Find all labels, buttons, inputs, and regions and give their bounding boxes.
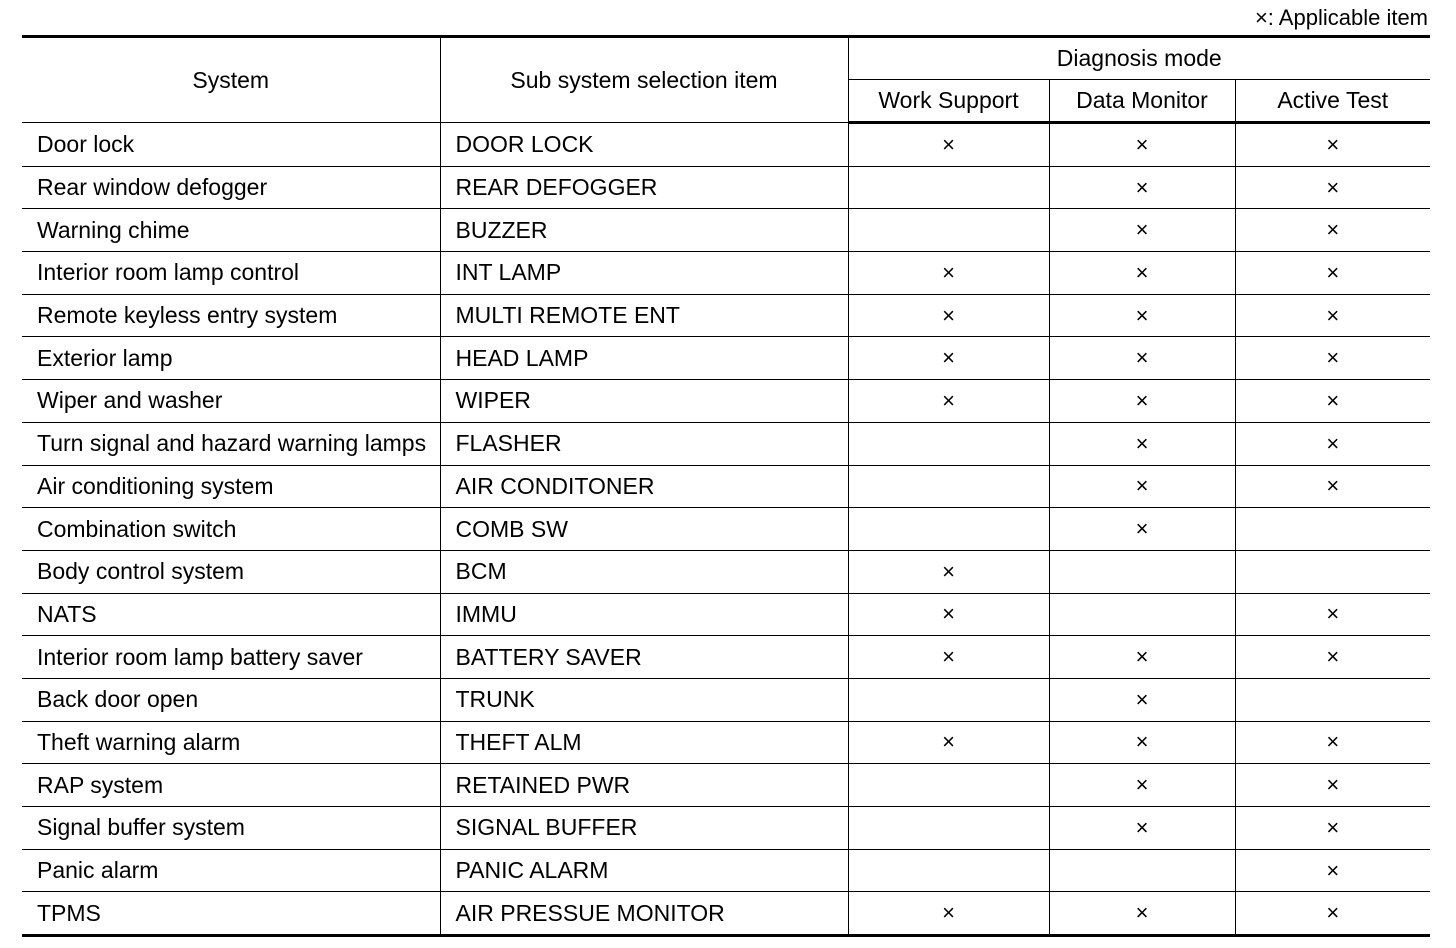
sub-system-cell: BCM bbox=[440, 550, 848, 593]
active-test-cell: × bbox=[1235, 337, 1430, 380]
table-row bbox=[22, 123, 1430, 167]
sub-system-cell: AIR PRESSUE MONITOR bbox=[440, 892, 848, 936]
active-test-cell: × bbox=[1235, 593, 1430, 636]
active-test-cell bbox=[1235, 508, 1430, 551]
data-monitor-cell: × bbox=[1049, 764, 1235, 807]
table-header bbox=[22, 37, 1430, 123]
sub-system-cell: COMB SW bbox=[440, 508, 848, 551]
work-support-cell bbox=[848, 465, 1049, 508]
table-row bbox=[22, 550, 1430, 593]
system-cell: TPMS bbox=[22, 892, 440, 936]
table-row bbox=[22, 508, 1430, 551]
table-row bbox=[22, 807, 1430, 850]
table-row bbox=[22, 593, 1430, 636]
system-cell: Wiper and washer bbox=[22, 380, 440, 423]
active-test-cell: × bbox=[1235, 252, 1430, 295]
active-test-cell: × bbox=[1235, 636, 1430, 679]
work-support-cell: × bbox=[848, 636, 1049, 679]
data-monitor-cell: × bbox=[1049, 380, 1235, 423]
work-support-cell: × bbox=[848, 252, 1049, 295]
data-monitor-cell: × bbox=[1049, 721, 1235, 764]
sub-system-cell: RETAINED PWR bbox=[440, 764, 848, 807]
work-support-cell: × bbox=[848, 593, 1049, 636]
system-cell: Signal buffer system bbox=[22, 807, 440, 850]
header-active-test: Active Test bbox=[1235, 80, 1430, 123]
table-body bbox=[22, 123, 1430, 936]
active-test-cell: × bbox=[1235, 892, 1430, 936]
header-data-monitor: Data Monitor bbox=[1049, 80, 1235, 123]
data-monitor-cell bbox=[1049, 849, 1235, 892]
work-support-cell bbox=[848, 422, 1049, 465]
active-test-cell bbox=[1235, 550, 1430, 593]
work-support-cell: × bbox=[848, 721, 1049, 764]
data-monitor-cell bbox=[1049, 550, 1235, 593]
sub-system-cell: REAR DEFOGGER bbox=[440, 166, 848, 209]
sub-system-cell: INT LAMP bbox=[440, 252, 848, 295]
header-sub-system: Sub system selection item bbox=[440, 37, 848, 123]
data-monitor-cell: × bbox=[1049, 252, 1235, 295]
data-monitor-cell: × bbox=[1049, 166, 1235, 209]
data-monitor-cell: × bbox=[1049, 294, 1235, 337]
sub-system-cell: TRUNK bbox=[440, 678, 848, 721]
active-test-cell: × bbox=[1235, 123, 1430, 167]
system-cell: Door lock bbox=[22, 123, 440, 167]
work-support-cell bbox=[848, 678, 1049, 721]
system-cell: Theft warning alarm bbox=[22, 721, 440, 764]
active-test-cell: × bbox=[1235, 807, 1430, 850]
table-row bbox=[22, 764, 1430, 807]
table-row bbox=[22, 380, 1430, 423]
table-row bbox=[22, 678, 1430, 721]
table-row bbox=[22, 849, 1430, 892]
system-cell: Exterior lamp bbox=[22, 337, 440, 380]
system-cell: Interior room lamp battery saver bbox=[22, 636, 440, 679]
header-diagnosis-mode: Diagnosis mode bbox=[848, 37, 1430, 80]
data-monitor-cell: × bbox=[1049, 123, 1235, 167]
work-support-cell: × bbox=[848, 337, 1049, 380]
table-row bbox=[22, 422, 1430, 465]
active-test-cell: × bbox=[1235, 721, 1430, 764]
table-row bbox=[22, 294, 1430, 337]
data-monitor-cell: × bbox=[1049, 465, 1235, 508]
sub-system-cell: BUZZER bbox=[440, 209, 848, 252]
table-row bbox=[22, 892, 1430, 936]
active-test-cell: × bbox=[1235, 294, 1430, 337]
system-cell: Interior room lamp control bbox=[22, 252, 440, 295]
table-row bbox=[22, 636, 1430, 679]
active-test-cell: × bbox=[1235, 465, 1430, 508]
work-support-cell: × bbox=[848, 892, 1049, 936]
header-row bbox=[22, 37, 1430, 80]
header-system: System bbox=[22, 37, 440, 123]
table-row bbox=[22, 209, 1430, 252]
work-support-cell: × bbox=[848, 294, 1049, 337]
data-monitor-cell: × bbox=[1049, 337, 1235, 380]
sub-system-cell: AIR CONDITONER bbox=[440, 465, 848, 508]
work-support-cell: × bbox=[848, 123, 1049, 167]
active-test-cell: × bbox=[1235, 166, 1430, 209]
work-support-cell bbox=[848, 166, 1049, 209]
system-cell: Rear window defogger bbox=[22, 166, 440, 209]
sub-system-cell: IMMU bbox=[440, 593, 848, 636]
data-monitor-cell: × bbox=[1049, 807, 1235, 850]
sub-system-cell: DOOR LOCK bbox=[440, 123, 848, 167]
work-support-cell bbox=[848, 849, 1049, 892]
applicable-item-legend: ×: Applicable item bbox=[1254, 5, 1428, 30]
work-support-cell bbox=[848, 209, 1049, 252]
system-cell: Body control system bbox=[22, 550, 440, 593]
table-row bbox=[22, 337, 1430, 380]
active-test-cell: × bbox=[1235, 849, 1430, 892]
data-monitor-cell: × bbox=[1049, 508, 1235, 551]
sub-system-cell: FLASHER bbox=[440, 422, 848, 465]
sub-system-cell: HEAD LAMP bbox=[440, 337, 848, 380]
system-cell: Remote keyless entry system bbox=[22, 294, 440, 337]
system-cell: Turn signal and hazard warning lamps bbox=[22, 422, 440, 465]
data-monitor-cell bbox=[1049, 593, 1235, 636]
active-test-cell: × bbox=[1235, 422, 1430, 465]
data-monitor-cell: × bbox=[1049, 892, 1235, 936]
work-support-cell bbox=[848, 508, 1049, 551]
system-cell: Combination switch bbox=[22, 508, 440, 551]
system-cell: NATS bbox=[22, 593, 440, 636]
work-support-cell bbox=[848, 807, 1049, 850]
header-work-support: Work Support bbox=[848, 80, 1049, 123]
sub-system-cell: WIPER bbox=[440, 380, 848, 423]
data-monitor-cell: × bbox=[1049, 636, 1235, 679]
sub-system-cell: MULTI REMOTE ENT bbox=[440, 294, 848, 337]
system-cell: Warning chime bbox=[22, 209, 440, 252]
system-cell: Panic alarm bbox=[22, 849, 440, 892]
sub-system-cell: SIGNAL BUFFER bbox=[440, 807, 848, 850]
system-cell: Air conditioning system bbox=[22, 465, 440, 508]
system-cell: RAP system bbox=[22, 764, 440, 807]
active-test-cell: × bbox=[1235, 380, 1430, 423]
work-support-cell: × bbox=[848, 550, 1049, 593]
data-monitor-cell: × bbox=[1049, 422, 1235, 465]
table-row bbox=[22, 465, 1430, 508]
active-test-cell: × bbox=[1235, 764, 1430, 807]
sub-system-cell: THEFT ALM bbox=[440, 721, 848, 764]
system-cell: Back door open bbox=[22, 678, 440, 721]
table-row bbox=[22, 252, 1430, 295]
work-support-cell: × bbox=[848, 380, 1049, 423]
work-support-cell bbox=[848, 764, 1049, 807]
active-test-cell bbox=[1235, 678, 1430, 721]
active-test-cell: × bbox=[1235, 209, 1430, 252]
table-row bbox=[22, 721, 1430, 764]
table-row bbox=[22, 166, 1430, 209]
data-monitor-cell: × bbox=[1049, 209, 1235, 252]
diagnosis-mode-table bbox=[22, 35, 1430, 937]
sub-system-cell: PANIC ALARM bbox=[440, 849, 848, 892]
data-monitor-cell: × bbox=[1049, 678, 1235, 721]
sub-system-cell: BATTERY SAVER bbox=[440, 636, 848, 679]
